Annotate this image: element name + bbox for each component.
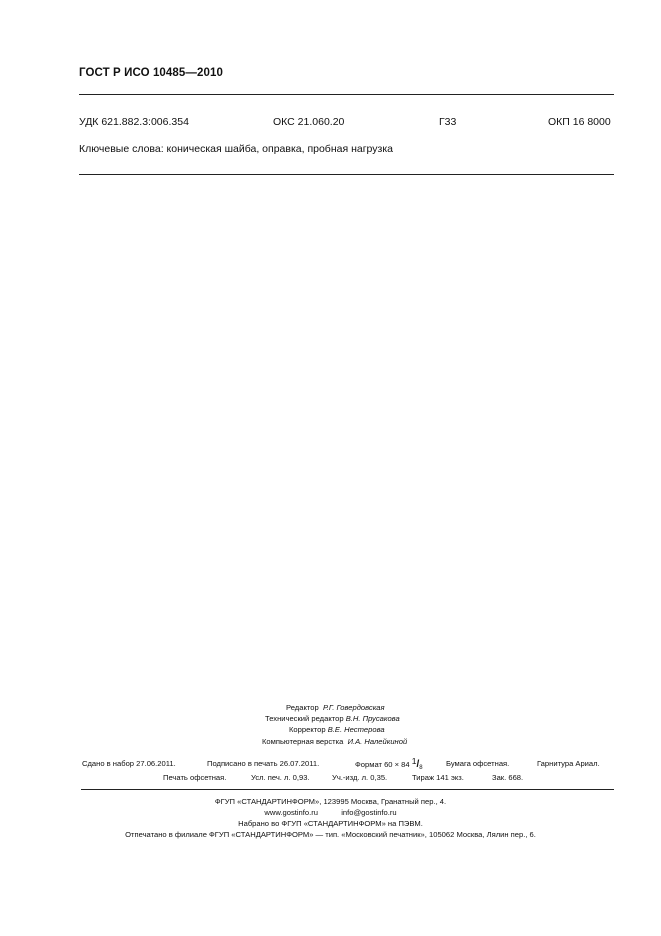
publisher-contacts xyxy=(0,808,661,817)
credit-tech-editor: Технический редактор В.Н. Прусакова xyxy=(265,714,400,723)
publisher-typeset: Набрано во ФГУП «СТАНДАРТИНФОРМ» на ПЭВМ. xyxy=(238,819,423,828)
credit-corrector: Корректор В.Е. Нестерова xyxy=(289,725,385,734)
print-method: Печать офсетная. xyxy=(163,773,227,782)
group-code: Г33 xyxy=(439,116,457,128)
okp-code: ОКП 16 8000 xyxy=(548,116,611,128)
print-typeset-date: Сдано в набор 27.06.2011. xyxy=(82,759,176,768)
publisher-website: www.gostinfo.ru xyxy=(264,808,318,817)
print-pub-sheets: Уч.-изд. л. 0,35. xyxy=(332,773,388,782)
print-run: Тираж 141 экз. xyxy=(412,773,464,782)
print-format: Формат 60 × 84 1/8 xyxy=(355,756,423,771)
format-fraction: 1/8 xyxy=(411,756,423,771)
credit-editor: Редактор Р.Г. Говердовская xyxy=(286,703,385,712)
publisher-printed: Отпечатано в филиале ФГУП «СТАНДАРТИНФОРМ» — тип. «Московский печатник», 105062 Москва, Лялин пер., 6. xyxy=(125,830,536,839)
oks-code: ОКС 21.060.20 xyxy=(273,116,345,128)
publisher-email: info@gostinfo.ru xyxy=(341,808,397,817)
print-sheets: Усл. печ. л. 0,93. xyxy=(251,773,310,782)
print-typeface: Гарнитура Ариал. xyxy=(537,759,600,768)
publisher-address: ФГУП «СТАНДАРТИНФОРМ», 123995 Москва, Гранатный пер., 4. xyxy=(214,797,447,806)
divider-bottom xyxy=(81,789,614,790)
print-order: Зак. 668. xyxy=(492,773,524,782)
credit-layout: Компьютерная верстка И.А. Налейкиной xyxy=(262,737,408,746)
print-paper: Бумага офсетная. xyxy=(446,759,510,768)
keywords: Ключевые слова: коническая шайба, оправка, пробная нагрузка xyxy=(79,143,393,155)
divider-keywords xyxy=(79,174,614,175)
print-signed-date: Подписано в печать 26.07.2011. xyxy=(207,759,320,768)
udk-code: УДК 621.882.3:006.354 xyxy=(79,116,189,128)
divider-top xyxy=(79,94,614,95)
document-number: ГОСТ Р ИСО 10485—2010 xyxy=(79,67,224,79)
